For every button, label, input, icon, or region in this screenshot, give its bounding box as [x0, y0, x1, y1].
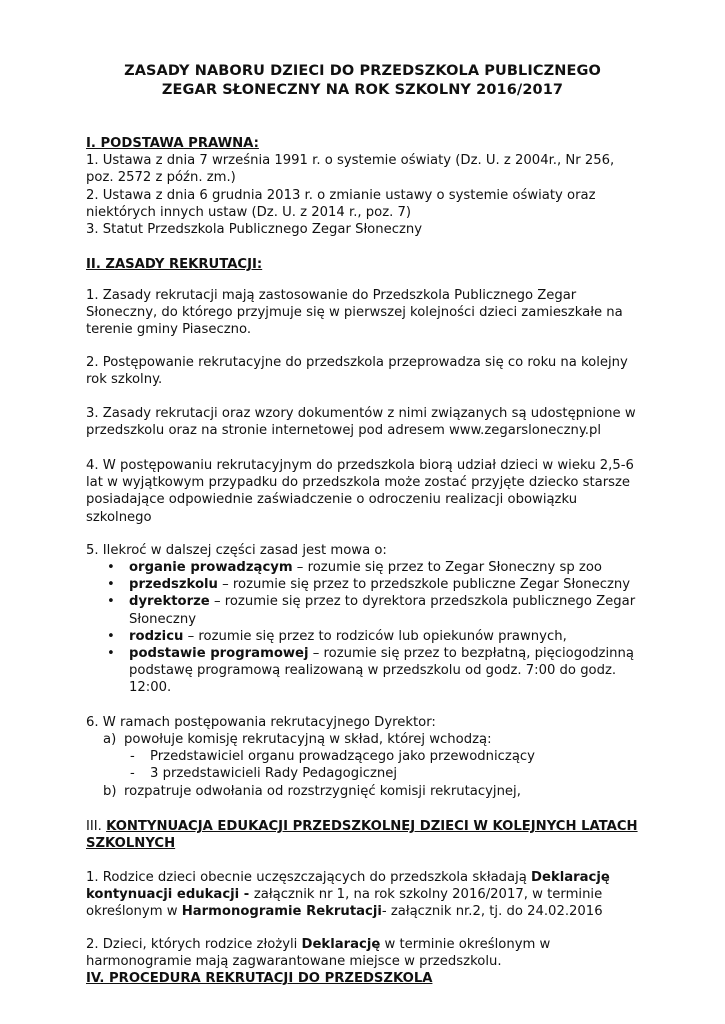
text-line: poz. 2572 z późn. zm.): [86, 170, 236, 186]
document-title-line-1: ZASADY NABORU DZIECI DO PRZEDSZKOLA PUBLICZNEGO: [124, 63, 601, 79]
text-line: szkolnego: [86, 509, 152, 525]
text: - załącznik nr.2, tj. do 24.02.2016: [381, 904, 603, 920]
definitions-list: [103, 559, 643, 697]
term: rodzicu: [129, 628, 184, 644]
text-line: 2. Postępowanie rekrutacyjne do przedszkola przeprowadza się co roku na kolejny: [86, 355, 628, 370]
text: w terminie określonym w: [380, 937, 551, 952]
dash-item: [103, 748, 643, 765]
section-heading: IV. PROCEDURA REKRUTACJI DO PRZEDSZKOLA: [86, 971, 433, 986]
bullet-icon: •: [107, 628, 115, 644]
text-line: 3. Zasady rekrutacji oraz wzory dokumentów z nimi związanych są udostępnione w: [86, 406, 636, 421]
text-line: 5. Ilekroć w dalszej części zasad jest mowa o:: [86, 543, 387, 558]
text-line: niektórych innych ustaw (Dz. U. z 2014 r., poz. 7): [86, 204, 412, 220]
term: przedszkolu: [129, 577, 218, 593]
text-line: harmonogramie mają zagwarantowane miejsce w przedszkolu.: [86, 954, 502, 970]
bullet-icon: •: [107, 577, 115, 593]
dash-item: [103, 765, 643, 782]
emphasis: Deklarację: [531, 870, 610, 885]
section-heading: I. PODSTAWA PRAWNA:: [86, 136, 259, 151]
section-heading-continuation: SZKOLNYCH: [86, 836, 176, 852]
paragraph-2: [86, 354, 646, 388]
section-recruitment-rules-heading: [86, 256, 646, 273]
definition-continuation: podstawę programową realizowaną w przedszkolu od godz. 7:00 do godz.: [129, 663, 617, 679]
text-line: 1. Zasady rekrutacji mają zastosowanie do Przedszkola Publicznego Zegar: [86, 288, 577, 303]
list-item: [103, 593, 643, 627]
list-item: [103, 645, 643, 697]
definition: – rozumie się przez to przedszkole publiczne Zegar Słoneczny: [217, 577, 631, 593]
text-line: 1. Ustawa z dnia 7 września 1991 r. o systemie oświaty (Dz. U. z 2004r., Nr 256,: [86, 153, 615, 169]
definition: – rozumie się przez to bezpłatną, pięciogodzinną: [308, 646, 634, 662]
text: określonym w: [86, 904, 182, 920]
paragraph-1: [86, 287, 646, 339]
document-title-line-2: ZEGAR SŁONECZNY NA ROK SZKOLNY 2016/2017: [161, 82, 564, 98]
list-text: powołuje komisję rekrutacyjną w skład, której wchodzą:: [124, 732, 492, 747]
list-item: [103, 576, 643, 593]
definition: – rozumie się przez to dyrektora przedszkola publicznego Zegar: [209, 594, 636, 610]
section-3-paragraph-1: [86, 869, 646, 921]
emphasis: Deklarację: [301, 937, 381, 952]
text-line: rok szkolny.: [86, 372, 163, 388]
dash-icon: -: [130, 749, 135, 765]
section-legal-basis: [86, 135, 646, 238]
list-item: [103, 559, 643, 576]
paragraph-6-intro: [86, 714, 646, 731]
text-line: 3. Statut Przedszkola Publicznego Zegar Słoneczny: [86, 222, 423, 238]
text-line: 6. W ramach postępowania rekrutacyjnego Dyrektor:: [86, 715, 436, 730]
list-letter: b): [103, 783, 117, 799]
section-continuation-heading: [86, 818, 646, 852]
paragraph-5-intro: [86, 542, 646, 559]
term: dyrektorze: [129, 594, 210, 610]
bullet-icon: •: [107, 560, 115, 575]
text-line: Słoneczny, do którego przyjmuje się w pierwszej kolejności dzieci zamieszkałe na: [86, 305, 623, 321]
list-item: [103, 628, 643, 645]
text-line: posiadające odpowiednie zaświadczenie o odroczeniu realizacji obowiązku: [86, 492, 578, 508]
list-item-a: [103, 731, 643, 748]
text-line: terenie gminy Piaseczno.: [86, 322, 252, 338]
text-line: 4. W postępowaniu rekrutacyjnym do przedszkola biorą udział dzieci w wieku 2,5-6: [86, 458, 634, 473]
definition: – rozumie się przez to rodziców lub opiekunów prawnych,: [183, 628, 567, 644]
text: załącznik nr 1, na rok szkolny 2016/2017, w terminie: [253, 887, 603, 903]
definition-continuation: Słoneczny: [129, 611, 196, 627]
section-3-paragraph-2: [86, 936, 646, 970]
paragraph-3: [86, 405, 646, 439]
list-text: rozpatruje odwołania od rozstrzygnięć komisji rekrutacyjnej,: [124, 783, 521, 799]
emphasis: kontynuacji edukacji -: [86, 887, 254, 903]
section-number: III.: [86, 819, 107, 834]
definition-continuation: 12:00.: [129, 680, 172, 696]
list-letter: a): [103, 732, 117, 747]
list-text: Przedstawiciel organu prowadzącego jako przewodniczący: [150, 749, 535, 765]
bullet-icon: •: [107, 646, 115, 662]
bullet-icon: •: [107, 594, 115, 610]
list-text: 3 przedstawicieli Rady Pedagogicznej: [150, 766, 398, 782]
text-line: przedszkolu oraz na stronie internetowej pod adresem www.zegarsloneczny.pl: [86, 423, 602, 439]
definition: – rozumie się przez to Zegar Słoneczny sp zoo: [292, 560, 602, 575]
text-line: lat w wyjątkowym przypadku do przedszkola może zostać przyjęte dziecko starsze: [86, 475, 631, 491]
dash-icon: -: [130, 766, 135, 782]
section-heading: II. ZASADY REKRUTACJI:: [86, 257, 263, 272]
term: organie prowadzącym: [129, 560, 293, 575]
text: 2. Dzieci, których rodzice złożyli: [86, 937, 302, 952]
section-procedure-heading: [86, 970, 646, 987]
list-item-b: [103, 783, 643, 800]
text: 1. Rodzice dzieci obecnie uczęszczających do przedszkola składają: [86, 870, 532, 885]
paragraph-4: [86, 457, 646, 526]
section-heading: KONTYNUACJA EDUKACJI PRZEDSZKOLNEJ DZIECI W KOLEJNYCH LATACH: [106, 819, 638, 834]
paragraph-6-items: [103, 731, 643, 800]
emphasis: Harmonogramie Rekrutacji: [181, 904, 382, 920]
term: podstawie programowej: [129, 646, 309, 662]
text-line: 2. Ustawa z dnia 6 grudnia 2013 r. o zmianie ustawy o systemie oświaty oraz: [86, 187, 596, 203]
